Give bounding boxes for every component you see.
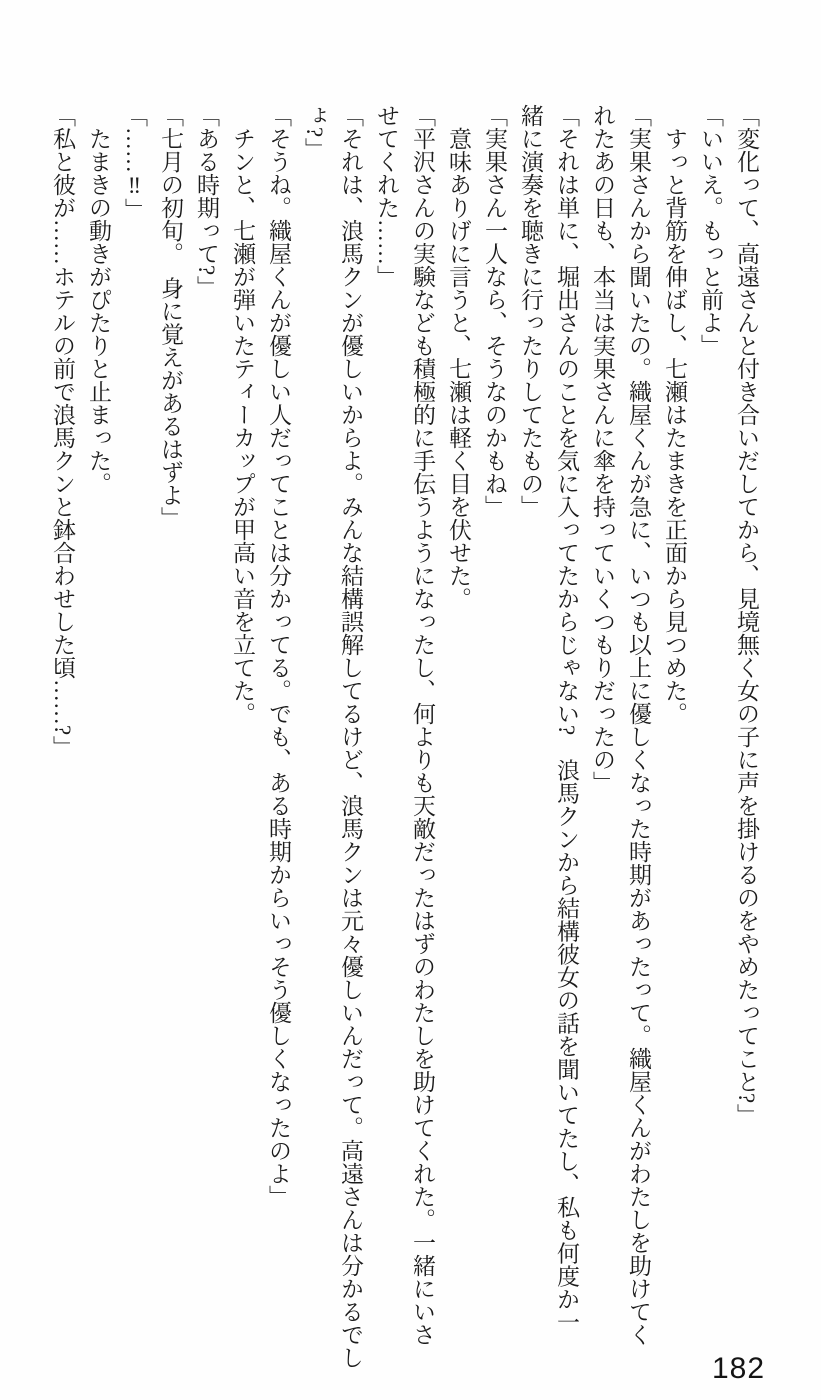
dialogue-line: 「そうね。織屋くんが優しい人だってことは分かってる。でも、ある時期からいっそう優しくなったのよ」	[266, 104, 291, 1208]
dialogue-line: 「いいえ。もっと前よ」	[698, 104, 723, 357]
dialogue-line: 「平沢さんの実験なども積極的に手伝うようになったし、何よりも天敵だったはずのわたしを助けてくれた。一緒にいさ	[410, 104, 435, 1346]
dialogue-line: 「……‼」	[122, 104, 147, 221]
dialogue-line-continuation: ょ?」	[302, 104, 327, 161]
narrative-line: 意味ありげに言うと、七瀬は軽く目を伏せた。	[446, 127, 471, 610]
dialogue-line: 「七月の初旬。 身に覚えがあるはずよ」	[158, 104, 183, 530]
dialogue-line-continuation: 緒に演奏を聴きに行ったりしてたもの」	[518, 104, 543, 518]
dialogue-line: 「実果さんから聞いたの。織屋くんが急に、いつも以上に優しくなった時期があったって。織屋くんがわたしを助けてく	[626, 104, 651, 1346]
dialogue-line: 「実果さん一人なら、そうなのかもね」	[482, 104, 507, 518]
narrative-line: チンと、七瀬が弾いたティーカップが甲高い音を立てた。	[230, 127, 255, 725]
text-block	[44, 104, 764, 1369]
page-number: 182	[712, 1352, 766, 1385]
dialogue-line-continuation: れたあの日も、本当は実果さんに傘を持っていくつもりだったの」	[590, 104, 615, 794]
dialogue-line: 「それは単に、堀出さんのことを気に入ってたからじゃない? 浪馬クンから結構彼女の話を聞いてたし、私も何度か一	[554, 104, 579, 1334]
dialogue-line: 「それは、浪馬クンが優しいからよ。みんな結構誤解してるけど、浪馬クンは元々優しいんだって。高遠さんは分かるでし	[338, 104, 363, 1369]
narrative-line: たまきの動きがぴたりと止まった。	[86, 127, 111, 495]
narrative-line: すっと背筋を伸ばし、七瀬はたまきを正面から見つめた。	[662, 127, 687, 725]
dialogue-line: 「ある時期って?」	[194, 104, 219, 299]
dialogue-line-continuation: せてくれた……」	[374, 104, 399, 288]
dialogue-line: 「私と彼が……ホテルの前で浪馬クンと鉢合わせした頃……?」	[50, 104, 75, 759]
dialogue-line: 「変化って、高遠さんと付き合いだしてから、見境無く女の子に声を掛けるのをやめたってこと?」	[734, 104, 759, 1127]
